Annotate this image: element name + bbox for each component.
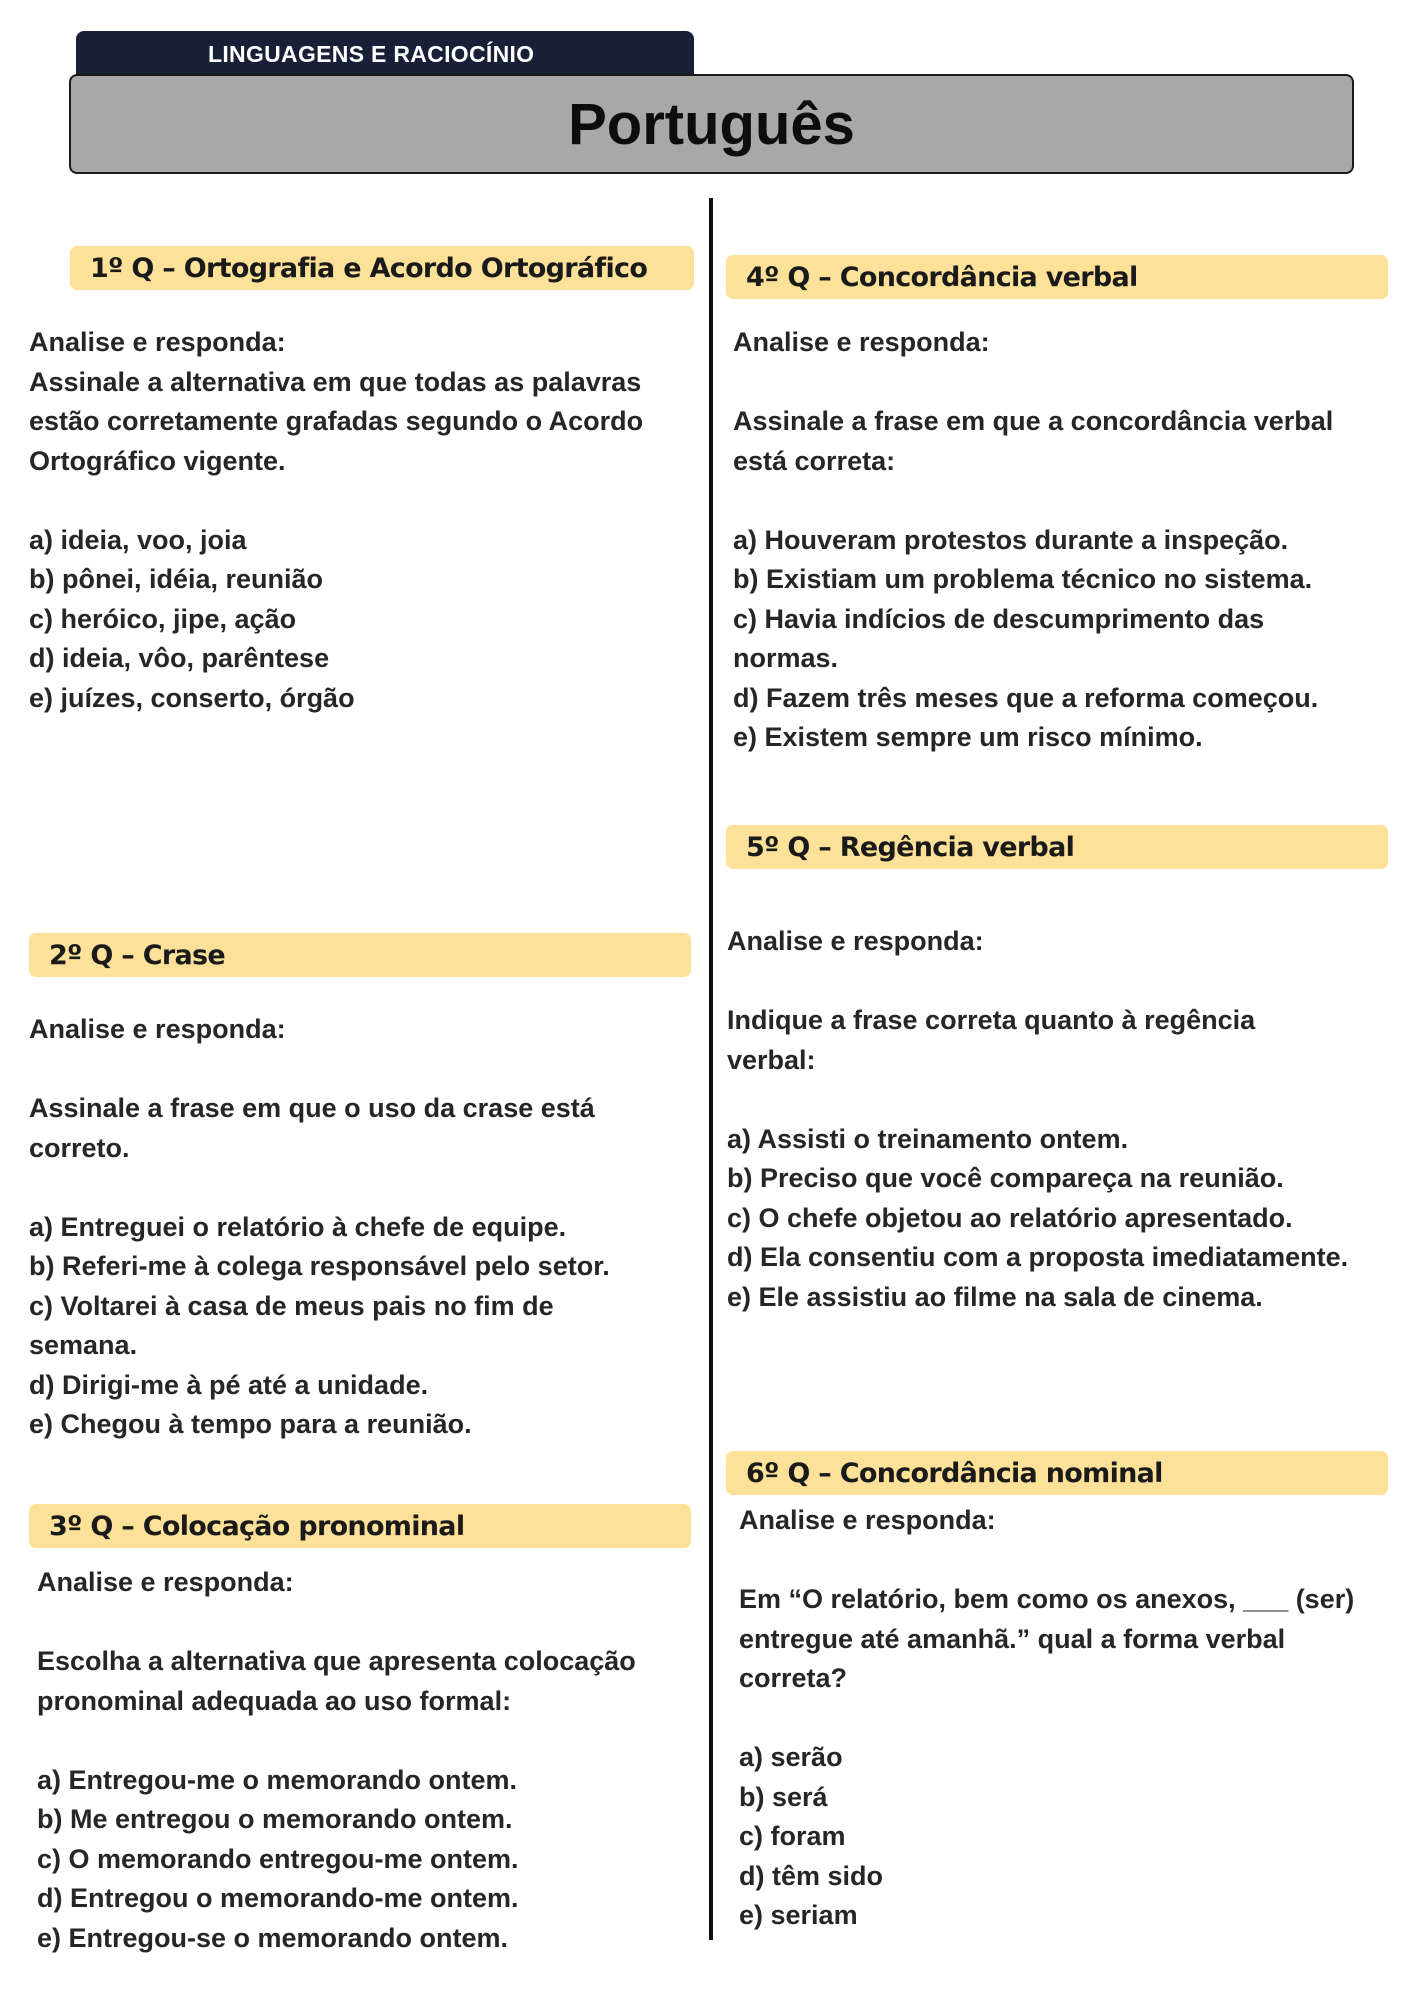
spacer [739,1699,1354,1739]
spacer [733,481,1333,521]
question-1-prompt-line: estão corretamente grafadas segundo o Acordo [29,406,644,436]
question-5-option-c: c) O chefe objetou ao relatório apresentado. [727,1202,1293,1233]
question-3-option-d: d) Entregou o memorando-me ontem. [37,1883,519,1913]
question-6-prompt-line: Em “O relatório, bem como os anexos, ___ (ser) [739,1584,1355,1614]
question-3-heading [29,1504,691,1548]
question-6-option-d: d) têm sido [739,1860,884,1891]
question-4-body [733,323,1333,758]
question-5-option-d: d) Ela consentiu com a proposta imediatamente. [727,1242,1349,1272]
question-6-option-a: a) serão [739,1742,843,1772]
question-6-option-b: b) será [739,1781,828,1812]
question-1-option-c: c) heróico, jipe, ação [29,603,297,634]
question-2-option-d: d) Dirigi-me à pé até a unidade. [29,1369,429,1400]
question-6-prompt-line: correta? [739,1663,848,1693]
question-2-option-c-cont: semana. [29,1330,138,1360]
question-2-option-e: e) Chegou à tempo para a reunião. [29,1409,472,1439]
question-1-option-e: e) juízes, conserto, órgão [29,682,355,713]
spacer [37,1721,636,1761]
question-5-body [727,922,1348,1317]
question-4-option-e: e) Existem sempre um risco mínimo. [733,722,1203,752]
question-6-option-e: e) seriam [739,1900,858,1930]
question-2-body [29,1010,610,1445]
question-4-heading [726,255,1388,299]
question-5-prompt-line: Indique a frase correta quanto à regência [727,1005,1256,1035]
question-2-option-b: b) Referi-me à colega responsável pelo setor. [29,1251,610,1281]
question-1-heading-text: 1º Q – Ortografia e Acordo Ortográfico [90,252,648,284]
question-1-prompt-line: Assinale a alternativa em que todas as palavras [29,366,642,397]
question-2-prompt-line: correto. [29,1132,130,1163]
spacer [29,1050,610,1090]
question-2-prompt-line: Assinale a frase em que o uso da crase está [29,1093,595,1123]
question-1-intro: Analise e responda: [29,327,286,357]
question-5-option-b: b) Preciso que você compareça na reunião. [727,1163,1284,1193]
question-3-intro: Analise e responda: [37,1567,294,1597]
question-5-prompt-line: verbal: [727,1044,816,1075]
question-2-intro: Analise e responda: [29,1014,286,1044]
question-5-option-a: a) Assisti o treinamento ontem. [727,1123,1129,1154]
question-3-option-c: c) O memorando entregou-me ontem. [37,1843,519,1874]
spacer [739,1541,1354,1581]
question-5-intro: Analise e responda: [727,926,984,956]
question-6-heading [726,1451,1388,1495]
question-4-prompt-line: está correta: [733,445,896,476]
question-6-intro: Analise e responda: [739,1505,996,1535]
question-4-heading-text: 4º Q – Concordância verbal [746,261,1138,293]
spacer [29,1168,610,1208]
spacer [727,1080,1348,1120]
category-label: LINGUAGENS E RACIOCÍNIO [208,41,535,67]
question-4-option-a: a) Houveram protestos durante a inspeção. [733,524,1289,555]
spacer [727,962,1348,1002]
question-1-heading [70,246,694,290]
question-5-option-e: e) Ele assistiu ao filme na sala de cinema. [727,1281,1263,1312]
page-title: Português [568,91,855,157]
question-1-body [29,323,643,718]
question-5-heading [726,825,1388,869]
question-6-body [739,1501,1354,1936]
spacer [29,481,643,521]
question-3-body [37,1563,636,1958]
question-2-option-c: c) Voltarei à casa de meus pais no fim de [29,1290,554,1321]
question-4-option-c-cont: normas. [733,643,839,673]
question-2-heading [29,933,691,977]
question-6-heading-text: 6º Q – Concordância nominal [746,1457,1163,1489]
question-3-prompt-line: pronominal adequada ao uso formal: [37,1685,512,1716]
question-3-option-a: a) Entregou-me o memorando ontem. [37,1764,518,1795]
question-5-heading-text: 5º Q – Regência verbal [746,831,1075,863]
question-3-option-b: b) Me entregou o memorando ontem. [37,1804,513,1834]
column-divider [709,198,713,1940]
question-1-option-b: b) pônei, idéia, reunião [29,564,324,594]
question-1-prompt-line: Ortográfico vigente. [29,445,286,476]
question-3-prompt-line: Escolha a alternativa que apresenta colocação [37,1646,636,1676]
spacer [37,1603,636,1643]
question-6-prompt-line: entregue até amanhã.” qual a forma verbal [739,1623,1286,1654]
question-4-prompt-line: Assinale a frase em que a concordância verbal [733,406,1334,436]
question-3-heading-text: 3º Q – Colocação pronominal [49,1510,465,1542]
question-1-option-d: d) ideia, vôo, parêntese [29,643,330,673]
question-2-option-a: a) Entreguei o relatório à chefe de equipe. [29,1211,567,1242]
question-4-option-d: d) Fazem três meses que a reforma começou. [733,682,1319,713]
question-4-option-b: b) Existiam um problema técnico no sistema. [733,564,1313,594]
question-2-heading-text: 2º Q – Crase [49,939,225,971]
question-6-option-c: c) foram [739,1821,846,1851]
question-4-option-c: c) Havia indícios de descumprimento das [733,603,1265,634]
title-banner [69,74,1354,174]
question-4-intro: Analise e responda: [733,327,990,357]
question-1-option-a: a) ideia, voo, joia [29,524,247,555]
category-tab [76,31,694,79]
spacer [733,363,1333,403]
question-3-option-e: e) Entregou-se o memorando ontem. [37,1922,509,1953]
